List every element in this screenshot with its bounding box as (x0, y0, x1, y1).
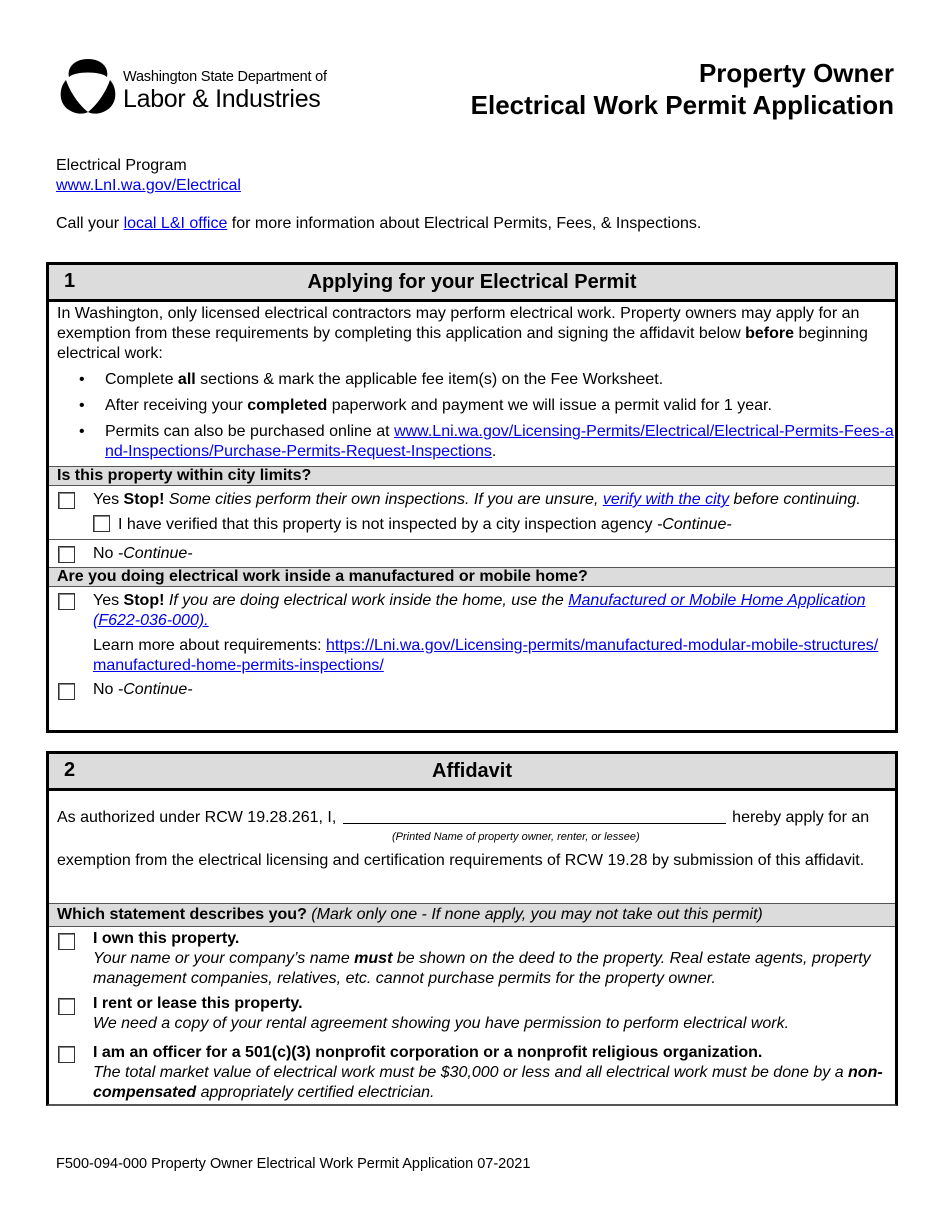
local-office-link[interactable]: local L&I office (123, 215, 228, 232)
question-manufactured-home: Are you doing electrical work inside a manufactured or mobile home? (49, 567, 895, 587)
city-yes-checkbox[interactable] (58, 492, 75, 509)
option-city-verified: I have verified that this property is not inspected by a city inspection agency -Continue- (49, 513, 895, 539)
question-which-statement: Which statement describes you? (Mark only one - If none apply, you may not take out this permit) (49, 903, 895, 927)
section-title: Applying for your Electrical Permit (307, 271, 637, 293)
mobile-home-application-link[interactable]: Manufactured or Mobile Home Application (F622-036-000). (93, 592, 866, 629)
instruction-list (49, 370, 895, 462)
nonprofit-officer-checkbox[interactable] (58, 1046, 75, 1063)
city-verified-checkbox[interactable] (93, 515, 110, 532)
logo-agency-name: Labor & Industries (123, 85, 321, 113)
section-intro (49, 302, 895, 364)
mobile-no-checkbox[interactable] (58, 683, 75, 700)
rent-property-checkbox[interactable] (58, 998, 75, 1015)
page-title (471, 57, 894, 121)
city-no-checkbox[interactable] (58, 546, 75, 563)
intro-bold: before (745, 325, 794, 342)
option-city-yes: Yes Stop! Some cities perform their own inspections. If you are unsure, verify with the city before continuing. (49, 486, 895, 513)
call-office-line (56, 215, 701, 233)
list-item: • Complete all sections & mark the applicable fee item(s) on the Fee Worksheet. (79, 371, 664, 388)
logo-department-text: Washington State Department of (123, 69, 327, 85)
list-item: • After receiving your completed paperwork and payment we will issue a permit valid for 1 year. (79, 397, 772, 414)
agency-logo (57, 57, 327, 117)
own-property-checkbox[interactable] (58, 933, 75, 950)
verify-city-link[interactable]: verify with the city (602, 491, 730, 508)
bullet-icon: • (79, 397, 85, 414)
intro-text: In Washington, only licensed electrical contractors may perform electrical work. Property owners may apply for an exemption from these requirements by completing this application and signing the affidavit below (57, 305, 860, 342)
affidavit-statement: As authorized under RCW 19.28.261, I, hereby apply for an (Printed Name of property owner, renter, or lessee) (49, 791, 895, 843)
learn-more-requirements: Learn more about requirements: https://Lni.wa.gov/Licensing-permits/manufactured-modular-mobile-structures/manufactured-home-permits-inspections/ (93, 637, 879, 674)
option-rent-property: I rent or lease this property. We need a copy of your rental agreement showing you have permission to perform electrical work. (49, 992, 895, 1037)
intro-text-end: beginning electrical work: (57, 325, 868, 362)
section-number: 2 (64, 759, 76, 781)
program-info (56, 156, 241, 196)
option-mobile-yes: Yes Stop! If you are doing electrical work inside the home, use the Manufactured or Mobile Home Application (F622-036-000). (49, 587, 895, 634)
section-header (49, 265, 895, 302)
option-city-no: No -Continue- (49, 539, 895, 567)
purchase-permits-link[interactable]: www.Lni.wa.gov/Licensing-Permits/Electrical/Electrical-Permits-Fees-and-Inspections/Purchase-Permits-Request-Inspections (105, 423, 894, 460)
option-own-property: I own this property. Your name or your company’s name must be shown on the deed to the property. Real estate agents, property management companies, relatives, etc. cannot purchase permits for the property owner. (49, 927, 895, 992)
program-name: Electrical Program (56, 157, 187, 174)
program-link[interactable]: www.LnI.wa.gov/Electrical (56, 177, 241, 194)
section-number: 1 (64, 270, 76, 292)
section-header (49, 754, 895, 791)
bullet-icon: • (79, 423, 85, 440)
printed-name-caption: (Printed Name of property owner, renter, or lessee) (392, 831, 640, 843)
bullet-icon: • (79, 371, 85, 388)
lni-trefoil-logo-icon (57, 57, 119, 117)
option-nonprofit-officer: I am an officer for a 501(c)(3) nonprofit corporation or a nonprofit religious organization. The total market value of electrical work must be $30,000 or less and all electrical work must be done by a non-compensated appropriately certified electrician. (49, 1037, 895, 1106)
section-affidavit (46, 751, 898, 1106)
mobile-yes-checkbox[interactable] (58, 593, 75, 610)
call-suffix: for more information about Electrical Permits, Fees, & Inspections. (227, 215, 702, 232)
printed-name-field[interactable] (343, 807, 726, 824)
title-line-1: Property Owner (698, 58, 894, 88)
section-title: Affidavit (432, 760, 512, 782)
section-applying (46, 262, 898, 733)
option-mobile-no: No -Continue- (49, 679, 895, 703)
title-line-2: Electrical Work Permit Application (470, 90, 894, 120)
list-item: • Permits can also be purchased online at www.Lni.wa.gov/Licensing-Permits/Electrical/Electrical-Permits-Fees-and-Inspections/Purchase-Permits-Request-Inspections. (79, 423, 894, 460)
form-footer: F500-094-000 Property Owner Electrical Work Permit Application 07-2021 (56, 1156, 531, 1172)
affidavit-statement-cont: exemption from the electrical licensing and certification requirements of RCW 19.28 by submission of this affidavit. (57, 852, 865, 869)
requirements-link[interactable]: https://Lni.wa.gov/Licensing-permits/manufactured-modular-mobile-structures/manufactured-home-permits-inspections/ (93, 637, 879, 674)
call-prefix: Call your (56, 215, 124, 232)
question-city-limits: Is this property within city limits? (49, 466, 895, 486)
